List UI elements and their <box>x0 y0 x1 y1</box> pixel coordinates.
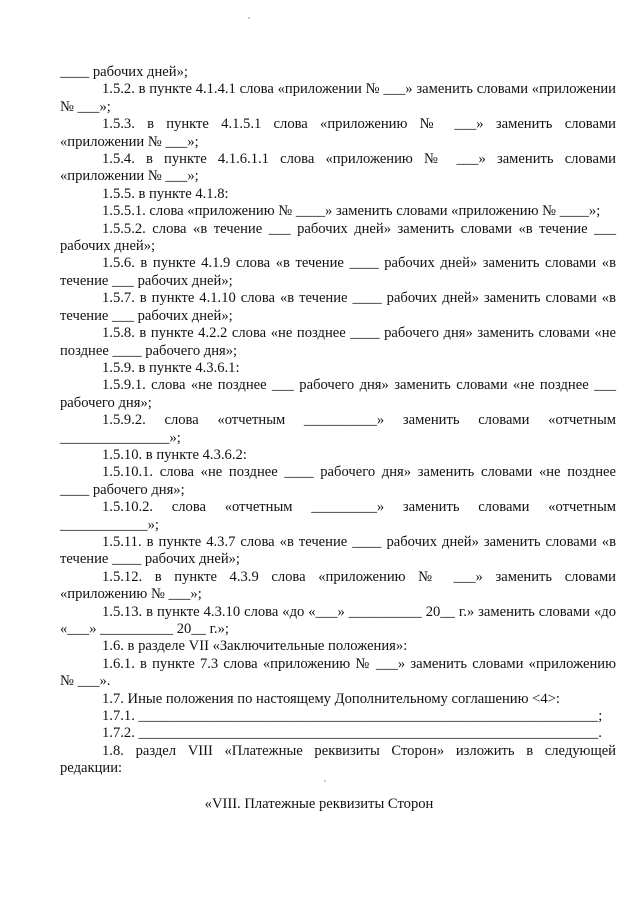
paragraph: 1.5.9. в пункте 4.3.6.1: <box>102 359 240 376</box>
paragraph: 1.5.5. в пункте 4.1.8: <box>102 185 229 202</box>
paragraph: 1.5.7. в пункте 4.1.10 слова «в течение ____ рабочих дней» заменить словами «в течение ___ рабочих дней»; <box>60 290 616 324</box>
paragraph: 1.5.8. в пункте 4.2.2 слова «не позднее ____ рабочего дня» заменить словами «не позднее ____ рабочего дня»; <box>60 325 616 359</box>
paragraph: 1.5.10. в пункте 4.3.6.2: <box>102 446 247 463</box>
paragraph: 1.5.2. в пункте 4.1.4.1 слова «приложении № ___» заменить словами «приложении № ___»; <box>60 81 616 115</box>
paragraph: 1.5.11. в пункте 4.3.7 слова «в течение ____ рабочих дней» заменить словами «в течение ____ рабочих дней»; <box>60 533 616 568</box>
paragraph: 1.7.2. _______________________________________________________________. <box>102 725 602 742</box>
paragraph: 1.5.4. в пункте 4.1.6.1.1 слова «приложению № ___» заменить словами «приложении № ___»; <box>60 151 616 185</box>
paragraph: 1.7.1. _______________________________________________________________; <box>102 708 603 725</box>
paragraph: 1.5.5.2. слова «в течение ___ рабочих дней» заменить словами «в течение ___ рабочих дней»; <box>60 220 616 255</box>
section-heading: «VIII. Платежные реквизиты Сторон <box>204 796 434 812</box>
paragraph: 1.5.6. в пункте 4.1.9 слова «в течение ____ рабочих дней» заменить словами «в течение ___ рабочих дней»; <box>60 255 616 289</box>
paragraph: 1.7. Иные положения по настоящему Дополнительному соглашению <4>: <box>102 690 560 707</box>
scan-speck <box>324 780 326 782</box>
paragraph: 1.6. в разделе VII «Заключительные положения»: <box>102 638 408 655</box>
paragraph: 1.5.9.2. слова «отчетным __________» заменить словами «отчетным _______________»; <box>60 412 616 446</box>
paragraph: 1.5.3. в пункте 4.1.5.1 слова «приложению № ___» заменить словами «приложении № ___»; <box>60 116 616 150</box>
paragraph: 1.5.12. в пункте 4.3.9 слова «приложению № ___» заменить словами «приложению № ___»; <box>60 568 616 603</box>
paragraph: 1.5.13. в пункте 4.3.10 слова «до «___» __________ 20__ г.» заменить словами «до «___» __________ 20__ г.»; <box>60 603 616 637</box>
paragraph: 1.8. раздел VIII «Платежные реквизиты Сторон» изложить в следующей редакции: <box>60 742 616 777</box>
paragraph: 1.6.1. в пункте 7.3 слова «приложению № ___» заменить словами «приложению № ___». <box>60 655 616 690</box>
scan-speck <box>248 17 250 19</box>
paragraph: 1.5.9.1. слова «не позднее ___ рабочего дня» заменить словами «не позднее ___ рабочего дня»; <box>60 377 616 411</box>
document-body <box>60 64 616 778</box>
paragraph: 1.5.5.1. слова «приложению № ____» заменить словами «приложению № ____»; <box>102 203 601 220</box>
paragraph: ____ рабочих дней»; <box>60 64 188 80</box>
paragraph: 1.5.10.2. слова «отчетным _________» заменить словами «отчетным ____________»; <box>60 499 616 533</box>
paragraph: 1.5.10.1. слова «не позднее ____ рабочего дня» заменить словами «не позднее ____ рабочего дня»; <box>60 464 616 498</box>
